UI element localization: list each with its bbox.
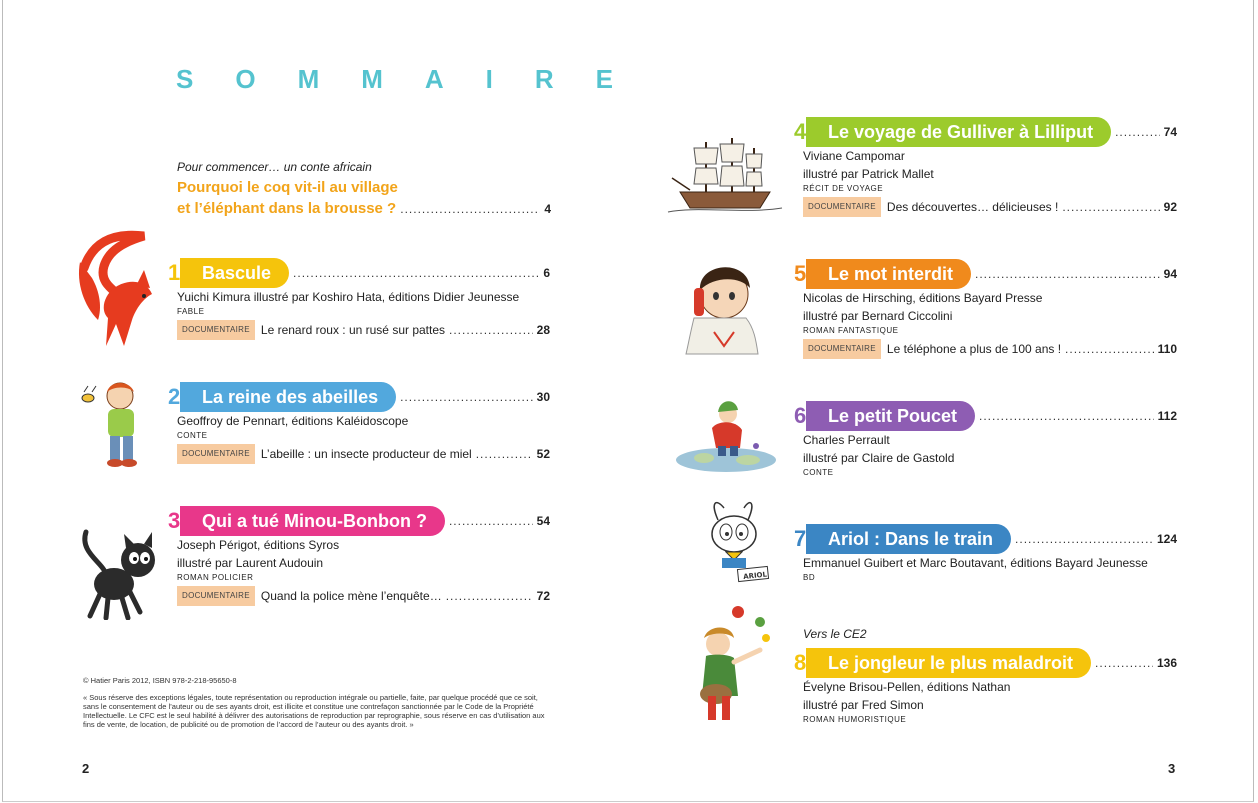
entry-number: 4: [794, 119, 807, 144]
boy-on-phone-illustration: [684, 254, 760, 356]
doc-title: Le téléphone a plus de 100 ans !: [886, 342, 1062, 356]
entry-1[interactable]: [168, 258, 550, 340]
doc-row[interactable]: [177, 444, 550, 464]
leader-dots: [979, 409, 1154, 423]
doc-title: Le renard roux : un rusé sur pattes: [260, 323, 446, 337]
doc-row[interactable]: [177, 320, 550, 340]
entry-7[interactable]: [794, 524, 1177, 584]
entry-page: 136: [1156, 656, 1177, 670]
leader-dots: [1062, 198, 1159, 216]
copyright-isbn: © Hatier Paris 2012, ISBN 978-2-218-95650-8: [83, 676, 237, 685]
doc-badge: DOCUMENTAIRE: [803, 197, 881, 217]
doc-title: Quand la police mène l’enquête…: [260, 589, 442, 603]
entry-number: 5: [794, 261, 807, 286]
entry-genre: RÉCIT DE VOYAGE: [803, 184, 884, 193]
entry-5[interactable]: [794, 259, 1177, 359]
doc-title: Des découvertes… délicieuses !: [886, 200, 1059, 214]
doc-page: 28: [536, 323, 550, 337]
entry-title[interactable]: Le petit Poucet: [806, 401, 975, 431]
doc-row[interactable]: [177, 586, 550, 606]
juggler-illustration: [688, 604, 774, 726]
doc-title: L’abeille : un insecte producteur de miel: [260, 447, 472, 461]
leader-dots: [449, 514, 533, 528]
entry-genre: ROMAN FANTASTIQUE: [803, 326, 899, 335]
ariol-sign-text: ARIOL: [742, 570, 768, 582]
entry-credit: Joseph Périgot, éditions Syros: [177, 538, 340, 552]
entry-illustrator: illustré par Fred Simon: [803, 698, 924, 712]
leader-dots: [293, 266, 539, 280]
entry-genre: ROMAN HUMORISTIQUE: [803, 715, 907, 724]
intro-title-line2: et l’éléphant dans la brousse ?: [177, 200, 397, 217]
intro-title-line1[interactable]: Pourquoi le coq vit-il au village: [177, 179, 398, 196]
doc-page: 72: [536, 589, 550, 603]
intro-row[interactable]: [177, 200, 551, 217]
entry-8-kicker: Vers le CE2: [803, 627, 867, 641]
page-number-right: 3: [1168, 761, 1176, 776]
entry-title[interactable]: La reine des abeilles: [180, 382, 396, 412]
entry-genre: FABLE: [177, 307, 205, 316]
entry-credit: Charles Perrault: [803, 433, 890, 447]
entry-number: 2: [168, 384, 181, 409]
entry-page: 6: [543, 266, 550, 280]
entry-page: 30: [536, 390, 550, 404]
intro-kicker: Pour commencer… un conte africain: [177, 160, 372, 174]
fox-illustration: [74, 228, 160, 352]
entry-illustrator: illustré par Bernard Ciccolini: [803, 309, 953, 323]
page-title: SOMMAIRE: [176, 64, 655, 94]
doc-row[interactable]: [803, 197, 1177, 217]
entry-number: 8: [794, 650, 807, 675]
entry-credit: Évelyne Brisou-Pellen, éditions Nathan: [803, 680, 1011, 694]
entry-illustrator: illustré par Patrick Mallet: [803, 167, 934, 181]
leader-dots: [1095, 656, 1153, 670]
entry-page: 74: [1163, 125, 1177, 139]
entry-title[interactable]: Ariol : Dans le train: [806, 524, 1011, 554]
entry-credit: Viviane Campomar: [803, 149, 905, 163]
entry-illustrator: illustré par Claire de Gastold: [803, 451, 955, 465]
leader-dots: [400, 390, 533, 404]
entry-genre: ROMAN POLICIER: [177, 573, 254, 582]
leader-dots: [449, 321, 533, 339]
entry-number: 3: [168, 508, 181, 533]
entry-genre: BD: [803, 573, 816, 582]
entry-page: 124: [1156, 532, 1177, 546]
ariol-illustration: [700, 498, 774, 588]
leader-dots: [476, 445, 533, 463]
entry-page: 112: [1157, 409, 1177, 423]
entry-8[interactable]: [794, 648, 1177, 726]
entry-page: 94: [1163, 267, 1177, 281]
entry-title[interactable]: Le jongleur le plus maladroit: [806, 648, 1091, 678]
child-with-bee-illustration: [78, 378, 152, 470]
entry-genre: CONTE: [177, 431, 208, 440]
entry-title[interactable]: Qui a tué Minou-Bonbon ?: [180, 506, 445, 536]
entry-number: 6: [794, 403, 807, 428]
leader-dots: [1115, 125, 1160, 139]
entry-illustrator: illustré par Laurent Audouin: [177, 556, 324, 570]
entry-title[interactable]: Le mot interdit: [806, 259, 971, 289]
entry-credit: Nicolas de Hirsching, éditions Bayard Presse: [803, 291, 1043, 305]
copyright-notice: « Sous réserve des exceptions légales, toute représentation ou reproduction intégrale ou partielle, faite, par quelque procédé que ce soit, sans le consentement de l’auteur ou de ses ayants droit, est illicite et constitue une contrefaçon sanctionnée par le Code de la Propriété Intellectuelle. Le CFC est le seul habilité à délivrer des autorisations de reproduction par reprographie, sous réserve en cas d’utilisation aux fins de vente, de location, de publicité ou de promotion de l’accord de l’auteur ou des ayants droit. »: [83, 693, 545, 729]
entry-6[interactable]: [794, 401, 1177, 479]
doc-badge: DOCUMENTAIRE: [177, 444, 255, 464]
entry-genre: CONTE: [803, 468, 834, 477]
doc-badge: DOCUMENTAIRE: [177, 320, 255, 340]
leader-dots: [446, 587, 533, 605]
doc-row[interactable]: [803, 339, 1177, 359]
page-number-left: 2: [82, 761, 90, 776]
entry-2[interactable]: [168, 382, 550, 464]
entry-title[interactable]: Le voyage de Gulliver à Lilliput: [806, 117, 1111, 147]
black-cat-illustration: [78, 520, 162, 620]
ship-illustration: [666, 134, 784, 216]
petit-poucet-illustration: [674, 394, 778, 474]
entry-number: 7: [794, 526, 807, 551]
entry-page: 54: [536, 514, 550, 528]
doc-badge: DOCUMENTAIRE: [803, 339, 881, 359]
entry-number: 1: [168, 260, 181, 285]
leader-dots: [400, 202, 540, 216]
doc-page: 52: [536, 447, 550, 461]
entry-3[interactable]: [168, 506, 550, 606]
entry-title[interactable]: Bascule: [180, 258, 289, 288]
doc-badge: DOCUMENTAIRE: [177, 586, 255, 606]
entry-4[interactable]: [794, 117, 1177, 217]
entry-credit: Emmanuel Guibert et Marc Boutavant, éditions Bayard Jeunesse: [803, 556, 1148, 570]
leader-dots: [975, 267, 1160, 281]
doc-page: 110: [1157, 342, 1177, 356]
entry-credit: Geoffroy de Pennart, éditions Kaléidoscope: [177, 414, 409, 428]
intro-page: 4: [544, 202, 551, 216]
leader-dots: [1015, 532, 1153, 546]
entry-credit: Yuichi Kimura illustré par Koshiro Hata, éditions Didier Jeunesse: [177, 290, 520, 304]
leader-dots: [1065, 340, 1154, 358]
doc-page: 92: [1163, 200, 1177, 214]
